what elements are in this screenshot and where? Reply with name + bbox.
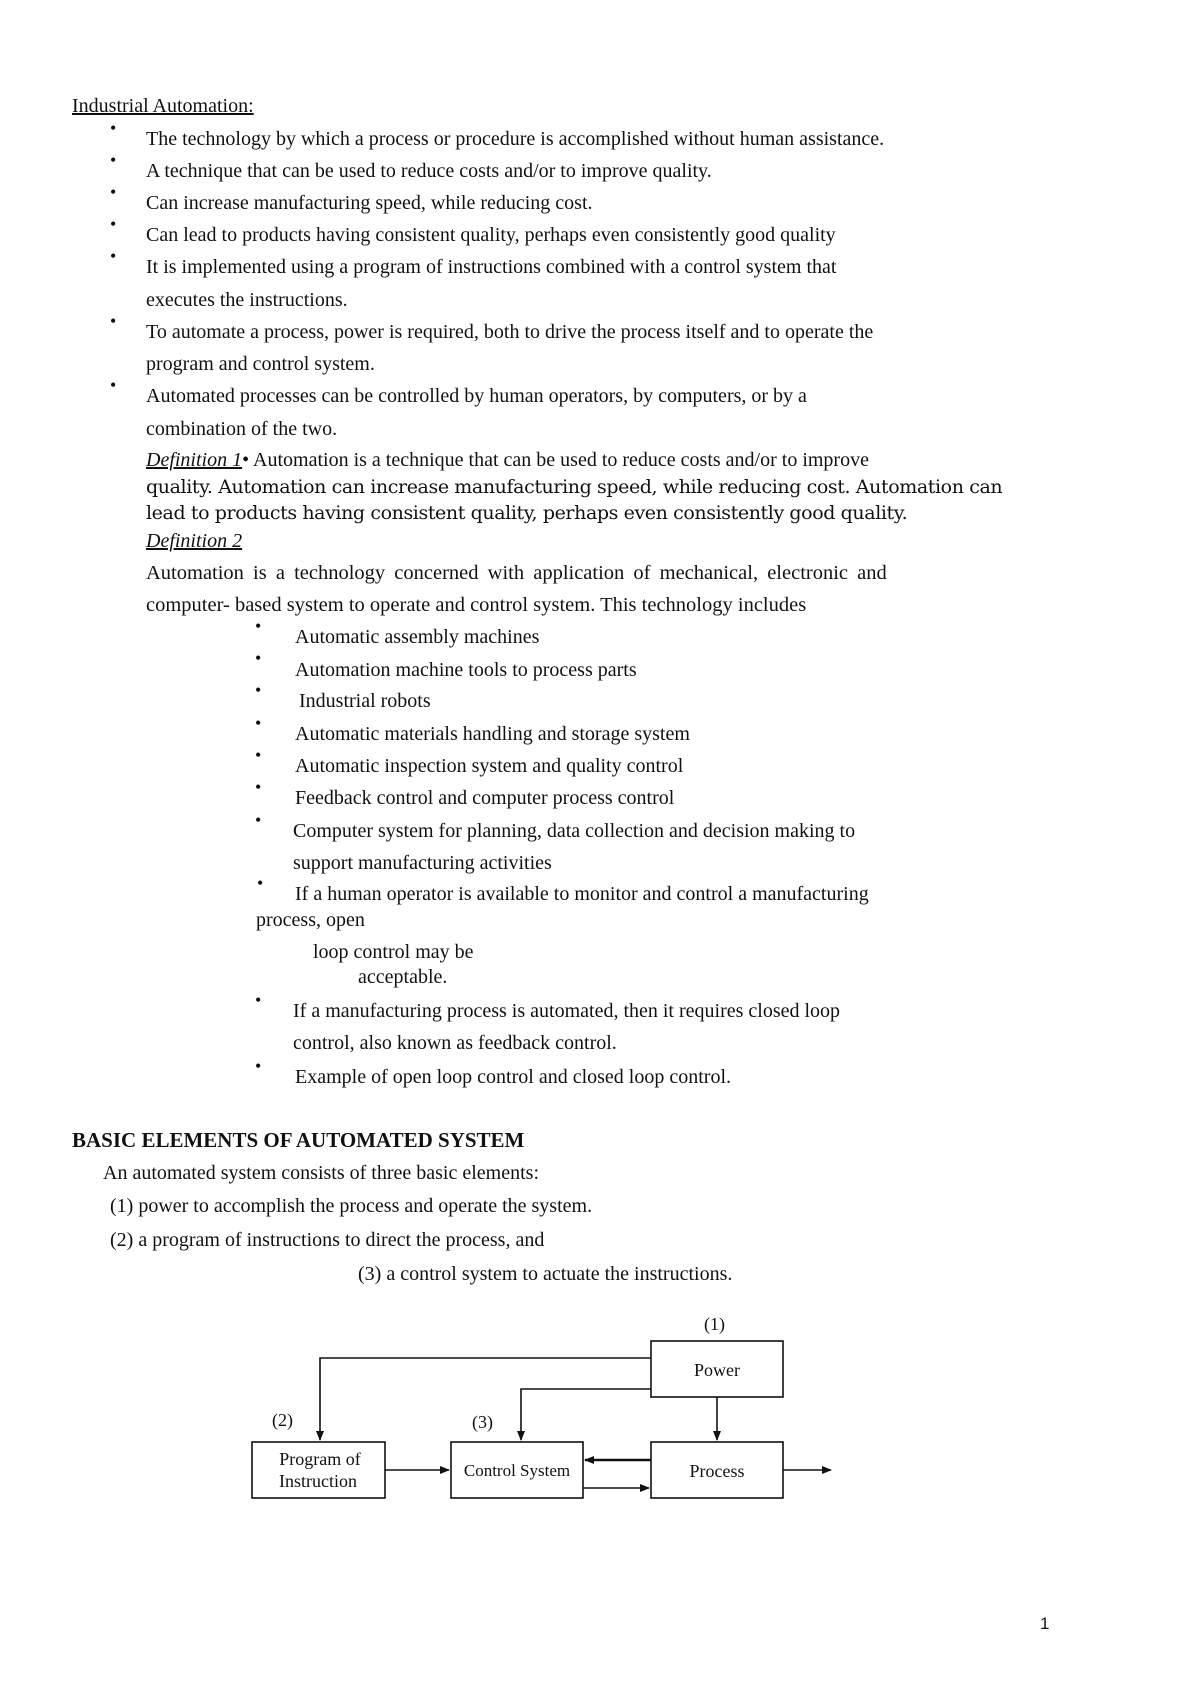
definition-1-line-2: quality. Automation can increase manufacturing speed, while reducing cost. Automation can (146, 476, 1003, 498)
bullet: • (110, 150, 117, 170)
main-bullet-1: The technology by which a process or procedure is accomplished without human assistance. (146, 128, 885, 150)
element-1: (1) power to accomplish the process and operate the system. (110, 1195, 593, 1217)
tech-item: Automation machine tools to process parts (295, 659, 637, 681)
tech-item: Industrial robots (299, 690, 431, 712)
definition-2-line-2: computer- based system to operate and control system. This technology includes (146, 594, 807, 616)
label-n3: (3) (472, 1412, 493, 1432)
definition-1-text: Automation is a technique that can be used to reduce costs and/or to improve (253, 449, 869, 471)
main-bullet-4: Can lead to products having consistent quality, perhaps even consistently good quality (146, 224, 836, 246)
bullet: • (110, 246, 117, 266)
bullet: • (255, 1056, 262, 1076)
tech-item: If a manufacturing process is automated, then it requires closed loop (293, 1000, 841, 1022)
element-2: (2) a program of instructions to direct the process, and (110, 1229, 545, 1251)
label-n1: (1) (704, 1314, 725, 1334)
tech-item: Automatic inspection system and quality control (295, 755, 684, 777)
page-title: Industrial Automation: (72, 95, 254, 117)
power-label: Power (694, 1360, 740, 1380)
tech-item: Automatic assembly machines (295, 626, 540, 648)
definition-2-label: Definition 2 (146, 530, 243, 552)
tech-item: Automatic materials handling and storage system (295, 723, 690, 745)
process-label: Process (689, 1461, 745, 1481)
bullet: • (110, 311, 117, 331)
bullet: • (255, 810, 262, 830)
program-label-1: Program of (279, 1449, 361, 1469)
page-number: 1 (1040, 1614, 1050, 1633)
main-bullet-3: Can increase manufacturing speed, while reducing cost. (146, 192, 593, 214)
definition-1-line-3: lead to products having consistent quality, perhaps even consistently good quality. (146, 502, 908, 524)
section-intro: An automated system consists of three basic elements: (103, 1162, 540, 1184)
bullet: • (255, 648, 262, 668)
bullet: • (242, 449, 250, 471)
tech-item: Feedback control and computer process control (295, 787, 675, 809)
main-bullet-6-cont: program and control system. (146, 353, 375, 375)
tech-item-cont: support manufacturing activities (293, 852, 552, 874)
bullet: • (255, 990, 262, 1010)
label-n2: (2) (272, 1410, 293, 1430)
control-label: Control System (463, 1461, 571, 1480)
definition-2-line-1: Automation is a technology concerned with application of mechanical, electronic and (146, 562, 887, 584)
main-bullet-2: A technique that can be used to reduce costs and/or to improve quality. (146, 160, 712, 182)
tech-item: Computer system for planning, data collection and decision making to (293, 820, 856, 842)
program-label-2: Instruction (279, 1471, 357, 1491)
bullet: • (255, 745, 262, 765)
bullet: • (110, 118, 117, 138)
power-to-control-arrow (521, 1389, 651, 1440)
bullet: • (255, 616, 262, 636)
main-bullet-7: Automated processes can be controlled by human operators, by computers, or by a (146, 385, 807, 407)
definition-1-label: Definition 1 (146, 449, 243, 471)
tech-item-cont: loop control may be (313, 941, 474, 963)
element-3: (3) a control system to actuate the instructions. (358, 1263, 733, 1285)
bullet: • (110, 214, 117, 234)
bullet: • (110, 375, 117, 395)
main-bullet-5: It is implemented using a program of instructions combined with a control system that (146, 256, 837, 278)
bullet: • (257, 873, 264, 893)
bullet: • (255, 680, 262, 700)
main-bullet-6: To automate a process, power is required, both to drive the process itself and to operate the (146, 321, 874, 343)
section-heading: BASIC ELEMENTS OF AUTOMATED SYSTEM (72, 1128, 525, 1152)
tech-item-cont: acceptable. (358, 966, 448, 988)
tech-item: Example of open loop control and closed loop control. (295, 1066, 732, 1088)
main-bullet-7-cont: combination of the two. (146, 418, 338, 440)
tech-item-cont: control, also known as feedback control. (293, 1032, 617, 1054)
bullet: • (255, 713, 262, 733)
main-bullet-5-cont: executes the instructions. (146, 289, 348, 311)
tech-item: If a human operator is available to monitor and control a manufacturing (295, 883, 869, 905)
tech-item-cont: process, open (256, 909, 365, 931)
bullet: • (255, 777, 262, 797)
bullet: • (110, 182, 117, 202)
